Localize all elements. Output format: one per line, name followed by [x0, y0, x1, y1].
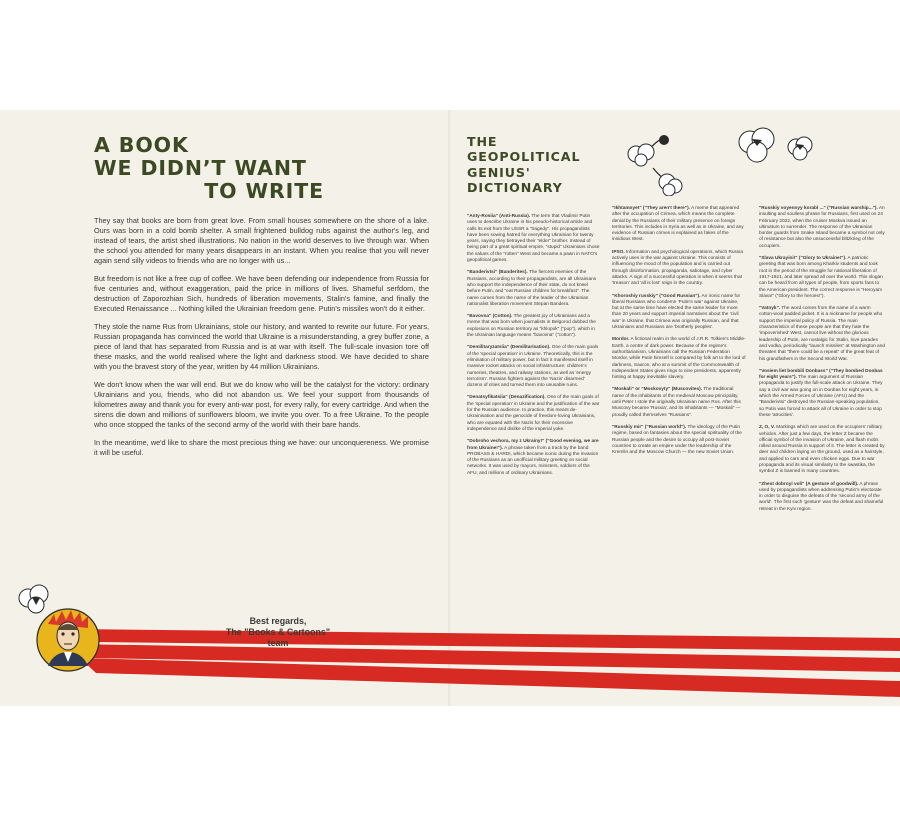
entry-text: Markings which are used on the occupiers' military vehicles. After just a few days, the letter Z became the official symbol of the invasion of Ukraine, and flash mobs rolled around Russia in support of it. The letter is created by deer and children laying on the ground, used as a hairstyle, and applied to cars and even chicken eggs. Due to war propaganda and its visual similarity to the swastika, the symbol Z is banned in many countries.: [759, 425, 885, 475]
intro-paragraph: We don't know when the war will end. But we do know who will be the catalyst for the victory: ordinary Ukrainians and you, friends, who did not abandon us. We feel your support from thousands of kilometres away and thank you for every anti-war post, for every rally, for every cartridge. And when the sirens die down and millions of sunflowers bloom, we invite you over. To a free Ukraine. To the people who once stopped the tanks of the second army of the world with their bare hands.: [94, 379, 429, 430]
entry-term: "Moskali" or "Moskovyty" (Muscovites).: [612, 387, 703, 393]
entry-text: A meme that appeared after the occupation of Crimea, which means the complete denial by the Russians of their military presence on foreign territories. This includes in Syria as well as in Ukraine, and any evidence of Russian crimes is explained as fakes of the insidious West.: [612, 206, 744, 243]
entry-term: "Zhest dobroyi voli" (A gesture of goodwill).: [759, 481, 859, 487]
dictionary-entry: [612, 337, 746, 381]
entry-text: The main argument of Russian propaganda to justify the full-scale attack on Ukraine. They say a civil war was going on in Donbas for eight years, in which the Armed Forces of Ukraine (AFU) and the "Banderivtsi" destroyed the Russian-speaking population, so Putin was forced to attack all of Ukraine in order to stop these 'atrocities'.: [759, 375, 883, 418]
dictionary-entry: [612, 387, 746, 418]
entry-term: "Khoroshiy russkiy" ("Good Russian").: [612, 293, 701, 299]
dictionary-entry: [612, 425, 746, 456]
dictionary-entry: [759, 256, 885, 300]
entry-text: The fiercest enemies of the Russians, according to their propagandists, are all Ukrainians who support the independence of their state, do not kneel before Putin, and "eat Russian children for breakfast". The name comes from the name of the leader of the Ukrainian nationalist liberation movement Stepan Bandera.: [467, 270, 597, 307]
portrait-illustration: [36, 608, 100, 672]
dictionary-entry: [759, 482, 885, 513]
book-spread: [0, 110, 900, 706]
entry-term: Mordor.: [612, 337, 630, 343]
entry-term: Z, O, V.: [759, 425, 775, 431]
intro-text: [94, 216, 429, 465]
entry-text: The term that Vladimir Putin uses to describe Ukraine in his pseudo-historical article and calls its exit from the USSR a "tragedy". His propagandists have been sowing hatred for everything Ukrainian for twenty years, saying they betrayed their "elder" brother. Instead of being part of a great spiritual empire, "stupid" Ukrainians chose the values of the "rotten" West and became a pawn in NATO's geopolitical games.: [467, 214, 600, 264]
dictionary-entry: [612, 250, 746, 288]
entry-text: Information and psychological operations, which Russia actively uses in the war against Ukraine. This consists of influencing the mood of the population and is carried out through disinformation, propaganda, sabotage, and cyber attacks. A sign of a successful operation is when it seems that 'treason' and 'all is lost' reign in the country.: [612, 249, 743, 287]
entry-text: The ideology of the Putin regime, based on fantasies about the special spirituality of the Russian people and the desire to occupy all post-Soviet countries to create an empire under the leadership of the Kremlin and the Moscow Church — the new Soviet Union.: [612, 424, 742, 456]
entry-term: "Banderivtsi" (Banderites).: [467, 270, 528, 276]
title-line: TO WRITE: [204, 179, 324, 203]
signoff: [208, 616, 348, 649]
title-line: DICTIONARY: [467, 180, 563, 196]
cotton-boll-icon: [782, 132, 818, 162]
cotton-boll-icon: [732, 122, 782, 166]
dictionary-entry: [759, 306, 885, 363]
signoff-line: team: [267, 638, 289, 648]
title-line: GENIUS': [467, 164, 531, 180]
intro-paragraph: In the meantime, we'd like to share the most precious thing we have: our unconquereness. We promise it will be useful.: [94, 437, 429, 457]
dictionary-entry: [759, 206, 885, 250]
entry-text: An insulting and soulless phrase for Russians, first used on 24 February 2022, when the cruiser Moskva issued an ultimatum to surrender. The response of the Ukrainian border guards from Snake Island became a symbol not only of resistance but also the unsuccessful blitzkrieg of the occupiers.: [759, 206, 885, 249]
entry-term: "Anty-Rosiia" (Anti-Russia).: [467, 214, 531, 219]
entry-term: "Bavovna" (Cotton).: [467, 314, 513, 320]
entry-term: "Russkiy voyennyy korabl ..." ("Russian warship...").: [759, 206, 878, 211]
entry-text: The traditional name of the inhabitants of the medieval Moscow principality, until Peter I stole the originally Ukrainian name Rus. After this Muscovy became 'Russia', and its inhabitants — "Moskali" — proudly called themselves "Russians".: [612, 387, 741, 418]
entry-text: A phrase used by propagandists when addressing Putin's electorate in order to disguise the defeats of the 'second army of the world'. The first such 'gesture' was the defeat and shameful retreat in the Kyiv region.: [759, 481, 884, 512]
entry-text: The greatest joy of Ukrainians and a meme that was born when journalists in Belgorod dubbed the explosions on Russian territory as "khlopok" ("pop"), which in the Ukrainian language means "bavovna" ("cotton").: [467, 314, 596, 339]
dictionary-entry: [467, 345, 601, 389]
title-line: THE: [467, 134, 498, 149]
dictionary-column: [759, 206, 885, 519]
entry-text: One of the main goals of the 'special operation' in Ukraine. Theoretically, this is the elimination of military power, but in fact it manifested itself in massive rocket attacks on social infrastructure: children's nurseries, theatres, and railway stations, as well as 'energy terrorism'. Russian fighters against the 'Nazis' disarmed' dozens of cities and turned them into unusable ruins.: [467, 345, 599, 389]
intro-paragraph: But freedom is not like a free cup of coffee. We have been defending our independence from Russia for five centuries and, without exaggeration, paid the price in millions of lives. Shameful serfdom, the destruction of Zaporozhian Sich, hundreds of liberation movements, Stalin's famine, and finally the Executed Renaissance ... Nothing killed the Ukrainian freedom gene. Putin's missiles won't do it either.: [94, 273, 429, 314]
dictionary-entry: [467, 439, 601, 477]
dictionary-entry: [467, 314, 601, 339]
cotton-boll-icon: [645, 160, 685, 196]
dictionary-entry: [467, 395, 601, 433]
entry-term: "Demilitaryzatsiia" (Demilitarisation).: [467, 345, 551, 351]
dictionary-column: [612, 206, 746, 462]
entry-term: "Ikhtamnyet" ("They aren't there").: [612, 206, 690, 211]
dictionary-column: [467, 214, 601, 483]
intro-paragraph: They stole the name Rus from Ukrainians, stole our history, and wanted to rewrite our future. For years, Russian propaganda has convinced the world that Ukraine is a misunderstanding, a grey buffer zone, a piece of land that has separated from Russia and is at war with itself. The full-scale invasion tore off these masks, and the world realised where the light and darkness stood. We have decided to share with you the bravest story of the year, written by 44 million Ukrainians.: [94, 321, 429, 372]
page-title: [94, 134, 324, 203]
entry-text: One of the main goals of the 'special operation' in Ukraine and the justification of the war for the Russian audience. In practice, this meant de-Ukrainisation and the genocide of freedom-loving Ukrainians, who are equated with the Nazis for their excessive independence and dislike of the imperial yoke.: [467, 395, 600, 432]
entry-term: "Denatsyfikatsiia" (Denazification).: [467, 395, 546, 401]
entry-term: IPSO.: [612, 249, 625, 255]
dictionary-entry: [467, 270, 601, 308]
dictionary-entry: [759, 425, 885, 475]
dictionary-entry: [612, 206, 746, 244]
entry-term: "Russkiy mir" ("Russian world").: [612, 424, 687, 430]
entry-text: An ironic name for liberal Russians who condemn 'Putin's war' against Ukraine, but at the same time have elected the same leader for more than 20 years and support imperial narratives about the 'civil war' in Ukraine, that Crimea was originally Russian, and that Ukrainians and Russians are 'brotherly peoples'.: [612, 293, 741, 331]
entry-text: The word comes from the name of a warm cotton-wool padded jacket. It is a nickname for people who support the imperial policy of Russia. The main characteristics of these people are that they hate the 'impoverished' West, cannot live without the glorious leadership of Putin, are nostalgic for Stalin, love parades and vodka, periodically "launch missiles" at Washington and threaten that "there could be a repeat" of the great feat of his grandfathers in the Second World War.: [759, 306, 885, 362]
title-line: WE DIDN’T WANT: [94, 156, 307, 180]
dictionary-entry: [612, 294, 746, 332]
entry-term: "Dobroho vechora, my z Ukrainy!" ("Good evening, we are from Ukraine!").: [467, 439, 599, 451]
dictionary-title: [467, 134, 580, 196]
entry-text: A patriotic greeting that was born among Kharkiv students and took root in the period of the struggle for national liberation of 1917-1921, and later spread all over the world. This slogan can be heard from all types of people, from sports fans to the American president. The correct response is "Heroyam Slava!" ("Glory to the heroes!").: [759, 256, 883, 299]
title-line: A BOOK: [94, 133, 189, 157]
entry-text: A fictional realm in the world of J.R.R. Tolkien's Middle-Earth, a centre of dark power. Because of the regime's authoritarianism, Ukrainians call the Russian Federation Mordor, while Putin himself is compared by folk art to the lord of darkness, Sauron, who at a summit of the Commonwealth of Independent States gives rings to nine presidents, apparently hinting at happy inevitable slavery.: [612, 337, 746, 381]
entry-text: A phrase taken from a track by the band PROBASS & HARDI, which became iconic during the invasion of the Russians as an unofficial military greeting on social networks. It was used by mayors, ministers, soldiers of the AFU, and millions of ordinary Ukrainians.: [467, 445, 599, 476]
entry-term: "Slava Ukrayini!" ("Glory to Ukraine!").: [759, 256, 847, 262]
title-line: GEOPOLITICAL: [467, 149, 581, 165]
signoff-line: The "Books & Cartoons": [225, 627, 331, 637]
entry-term: "Vatnyk".: [759, 306, 781, 312]
entry-term: "Vosiem liet bombili Donbass" ("They bombed Donbas for eight years").: [759, 368, 883, 381]
dictionary-entry: [467, 214, 601, 264]
dictionary-entry: [759, 369, 885, 419]
signoff-line: Best regards,: [249, 616, 307, 626]
intro-paragraph: They say that books are born from great love. From small houses somewhere on the shore of a lake. Ours was born in a cold bomb shelter. A small frightened bulldog rubs against the author's leg, and instead of tears, the artist shed illustrations. No nation in the world deserves to live through war. When the school you attended for many years disappears in an instant. When you realise that you will never again send silly videos to friends who are no longer with us...: [94, 216, 429, 266]
